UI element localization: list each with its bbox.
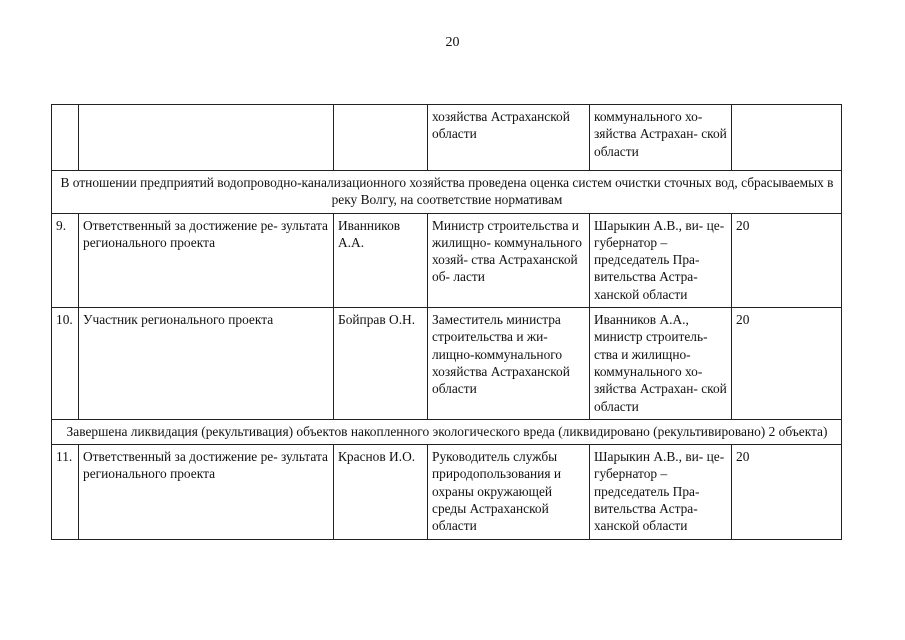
table-row [52,308,842,420]
row-number: 10. [52,308,79,420]
project-team-table [51,104,842,540]
section-heading: В отношении предприятий водопроводно-канализационного хозяйства проведена оценка систем очистки сточных вод, сбрасываемых в реку Волгу, на соответствие нормативам [52,171,842,214]
row-number: 9. [52,213,79,307]
section-heading: Завершена ликвидация (рекультивация) объектов накопленного экологического вреда (ликвидировано (рекультивировано) 2 объекта) [52,419,842,444]
row-load: 20 [732,445,842,539]
row-supervisor: Иванников А.А., министр строитель- ства и жилищно- коммунального хо- зяйства Астрахан- ской области [590,308,732,420]
row-name: Бойправ О.Н. [334,308,428,420]
cell-name [334,105,428,171]
table-row-continuation [52,105,842,171]
row-name: Иванников А.А. [334,213,428,307]
row-position: Руководитель службы природопользования и охраны окружающей среды Астраханской области [428,445,590,539]
cell-supervisor: коммунального хо- зяйства Астрахан- ской области [590,105,732,171]
table-row [52,445,842,539]
row-role: Ответственный за достижение ре- зультата регионального проекта [79,445,334,539]
row-supervisor: Шарыкин А.В., ви- це-губернатор – председатель Пра- вительства Астра- ханской области [590,213,732,307]
row-number: 11. [52,445,79,539]
cell-role [79,105,334,171]
row-load: 20 [732,308,842,420]
table-row [52,213,842,307]
row-supervisor: Шарыкин А.В., ви- це-губернатор – председатель Пра- вительства Астра- ханской области [590,445,732,539]
section-row [52,419,842,444]
row-role: Ответственный за достижение ре- зультата регионального проекта [79,213,334,307]
row-role: Участник регионального проекта [79,308,334,420]
section-row [52,171,842,214]
row-position: Министр строительства и жилищно- коммунального хозяй- ства Астраханской об- ласти [428,213,590,307]
page-number: 20 [445,35,460,50]
cell-num [52,105,79,171]
cell-position: хозяйства Астраханской области [428,105,590,171]
row-position: Заместитель министра строительства и жи- лищно-коммунального хозяйства Астраханской области [428,308,590,420]
cell-load [732,105,842,171]
row-name: Краснов И.О. [334,445,428,539]
row-load: 20 [732,213,842,307]
